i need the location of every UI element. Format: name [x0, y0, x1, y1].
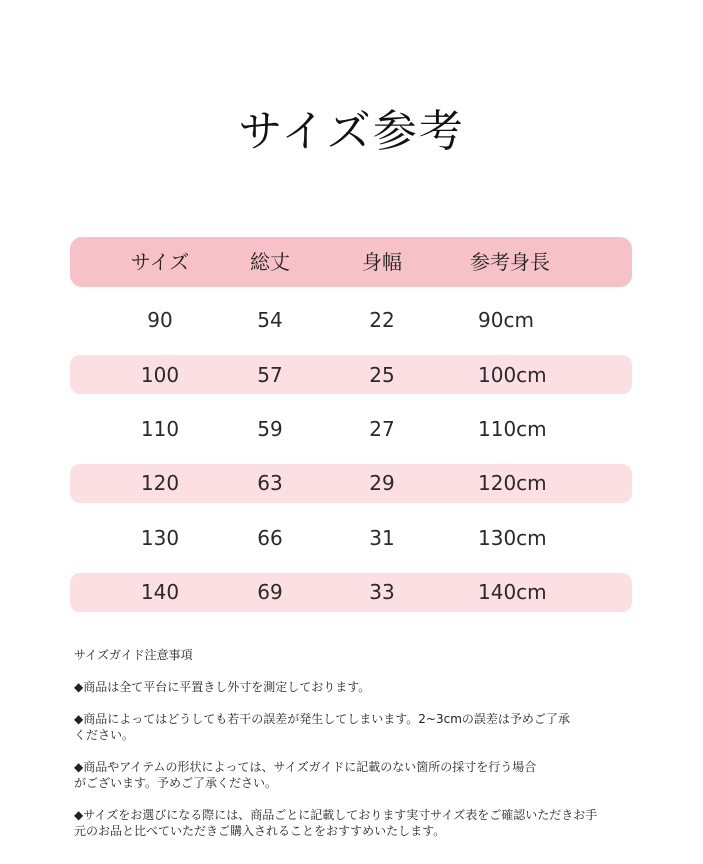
table-cell: 110 [140, 417, 180, 441]
table-cell: 57 [257, 363, 283, 387]
header-width: 身幅 [362, 250, 402, 274]
note-item: ◆商品やアイテムの形状によっては、サイズガイドに記載のない箇所の採寸を行う場合 がございます。予めご了承ください。 [74, 760, 537, 790]
header-length: 総丈 [250, 250, 290, 274]
table-cell: 120cm [478, 471, 547, 495]
table-cell: 130cm [478, 526, 547, 550]
table-row [0, 305, 703, 335]
table-cell: 100cm [478, 363, 547, 387]
table-cell: 25 [369, 363, 395, 387]
table-cell: 130 [140, 526, 180, 550]
table-cell: 120 [140, 471, 180, 495]
table-cell: 110cm [478, 417, 547, 441]
table-cell: 140cm [478, 580, 547, 604]
table-row [0, 414, 703, 444]
note-item: ◆商品は全て平台に平置きし外寸を測定しております。 [74, 680, 371, 694]
table-row [0, 468, 703, 498]
note-item: ◆サイズをお選びになる際には、商品ごとに記載しております実寸サイズ表をご確認いただきお手 元のお品と比べていただきご購入されることをおすすめいたします。 [74, 808, 598, 838]
table-header-row [0, 247, 703, 277]
table-cell: 29 [369, 471, 395, 495]
header-size: サイズ [130, 250, 190, 274]
table-cell: 27 [369, 417, 395, 441]
size-notes [74, 647, 597, 855]
table-cell: 69 [257, 580, 283, 604]
table-row [0, 577, 703, 607]
table-cell: 31 [369, 526, 395, 550]
table-cell: 90cm [478, 308, 534, 332]
table-cell: 140 [140, 580, 180, 604]
table-cell: 63 [257, 471, 283, 495]
table-cell: 33 [369, 580, 395, 604]
table-row [0, 360, 703, 390]
table-row [0, 523, 703, 553]
table-cell: 22 [369, 308, 395, 332]
table-cell: 90 [147, 308, 173, 332]
table-cell: 54 [257, 308, 283, 332]
table-cell: 100 [140, 363, 180, 387]
header-height: 参考身長 [470, 250, 550, 274]
table-cell: 59 [257, 417, 283, 441]
notes-heading: サイズガイド注意事項 [74, 648, 193, 662]
note-item: ◆商品によってはどうしても若干の誤差が発生してしまいます。2~3cmの誤差は予めご了承 ください。 [74, 712, 570, 742]
page-title: サイズ参考 [238, 106, 465, 157]
table-cell: 66 [257, 526, 283, 550]
